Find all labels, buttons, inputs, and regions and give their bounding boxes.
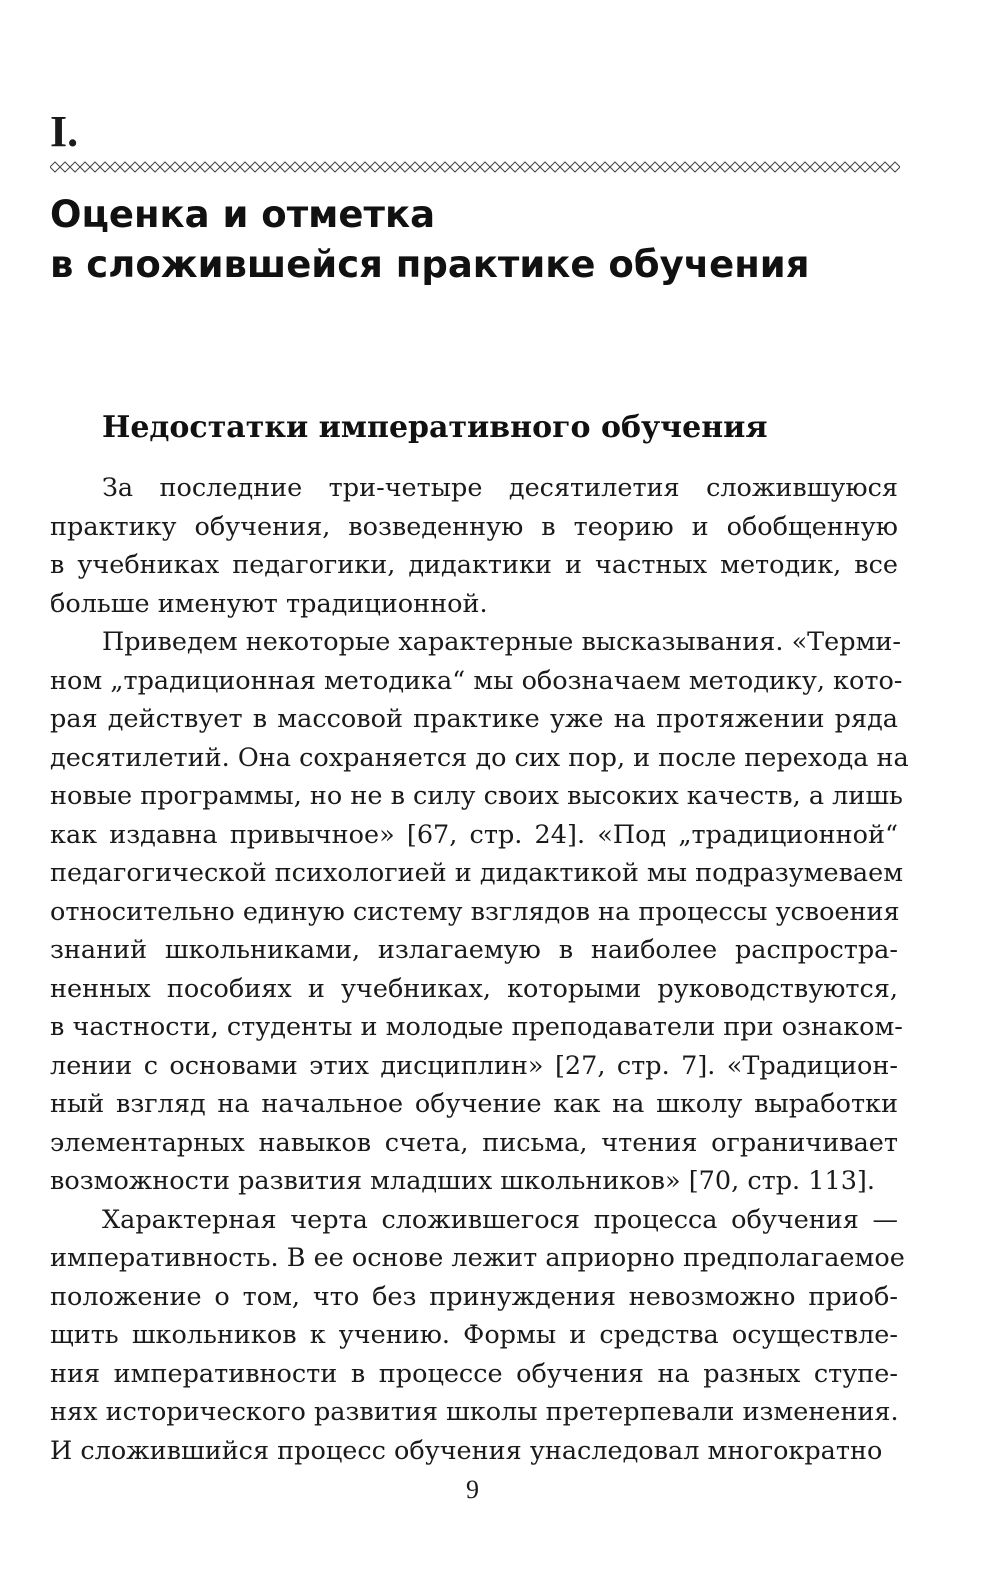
text-line: больше именуют традиционной. xyxy=(50,588,488,619)
ornament-divider xyxy=(50,160,900,174)
text-line: в частности, студенты и молодые преподаватели при ознаком- xyxy=(50,1012,903,1042)
text-line: новые программы, но не в силу своих высоких качеств, а лишь xyxy=(50,781,903,811)
text-line: десятилетий. Она сохраняется до сих пор, и после перехода на xyxy=(50,742,909,773)
chapter-title-line-1: Оценка и отметка xyxy=(50,193,436,236)
paragraph xyxy=(50,1201,905,1471)
text-line: щить школьников к учению. Формы и средства осуществле- xyxy=(50,1320,898,1350)
text-line: ный взгляд на начальное обучение как на школу выработки xyxy=(50,1089,898,1119)
text-line: Приведем некоторые характерные высказывания. «Терми- xyxy=(102,627,902,657)
text-line: нях исторического развития школы претерпевали изменения. xyxy=(50,1397,899,1427)
text-line: рая действует в массовой практике уже на протяжении ряда xyxy=(50,704,898,734)
text-line: За последние три-четыре десятилетия сложившуюся xyxy=(102,473,898,503)
text-line: лении с основами этих дисциплин» [27, стр. 7]. «Традицион- xyxy=(50,1050,898,1081)
text-line: И сложившийся процесс обучения унаследовал многократно xyxy=(50,1435,883,1466)
text-line: педагогической психологией и дидактикой мы подразумеваем xyxy=(50,858,904,888)
text-line: ния императивности в процессе обучения на разных ступе- xyxy=(50,1358,898,1389)
text-line: элементарных навыков счета, письма, чтения ограничивает xyxy=(50,1127,898,1158)
text-line: положение о том, что без принуждения невозможно приоб- xyxy=(50,1281,898,1312)
text-line: практику обучения, возведенную в теорию и обобщенную xyxy=(50,511,898,542)
body-text xyxy=(50,469,909,1470)
text-line: возможности развития младших школьников» [70, стр. 113]. xyxy=(50,1166,875,1196)
page-number: 9 xyxy=(466,1475,479,1504)
text-line: императивность. В ее основе лежит априорно предполагаемое xyxy=(50,1243,905,1273)
text-line: ненных пособиях и учебниках, которыми руководствуются, xyxy=(50,973,898,1004)
paragraph xyxy=(50,469,898,623)
text-line: в учебниках педагогики, дидактики и частных методик, все xyxy=(50,550,898,580)
chapter-number: I. xyxy=(50,107,79,156)
text-line: ном „традиционная методика“ мы обозначаем методику, кото- xyxy=(50,665,903,696)
section-heading: Недостатки императивного обучения xyxy=(102,410,768,445)
chapter-title-line-2: в сложившейся практике обучения xyxy=(50,243,810,286)
text-line: относительно единую систему взглядов на процессы усвоения xyxy=(50,896,900,927)
paragraph xyxy=(50,623,909,1201)
chapter-title xyxy=(50,190,930,290)
text-line: как издавна привычное» [67, стр. 24]. «Под „традиционной“ xyxy=(50,819,898,850)
text-line: Характерная черта сложившегося процесса обучения — xyxy=(102,1204,898,1235)
text-line: знаний школьниками, излагаемую в наиболее распростра- xyxy=(50,935,898,965)
